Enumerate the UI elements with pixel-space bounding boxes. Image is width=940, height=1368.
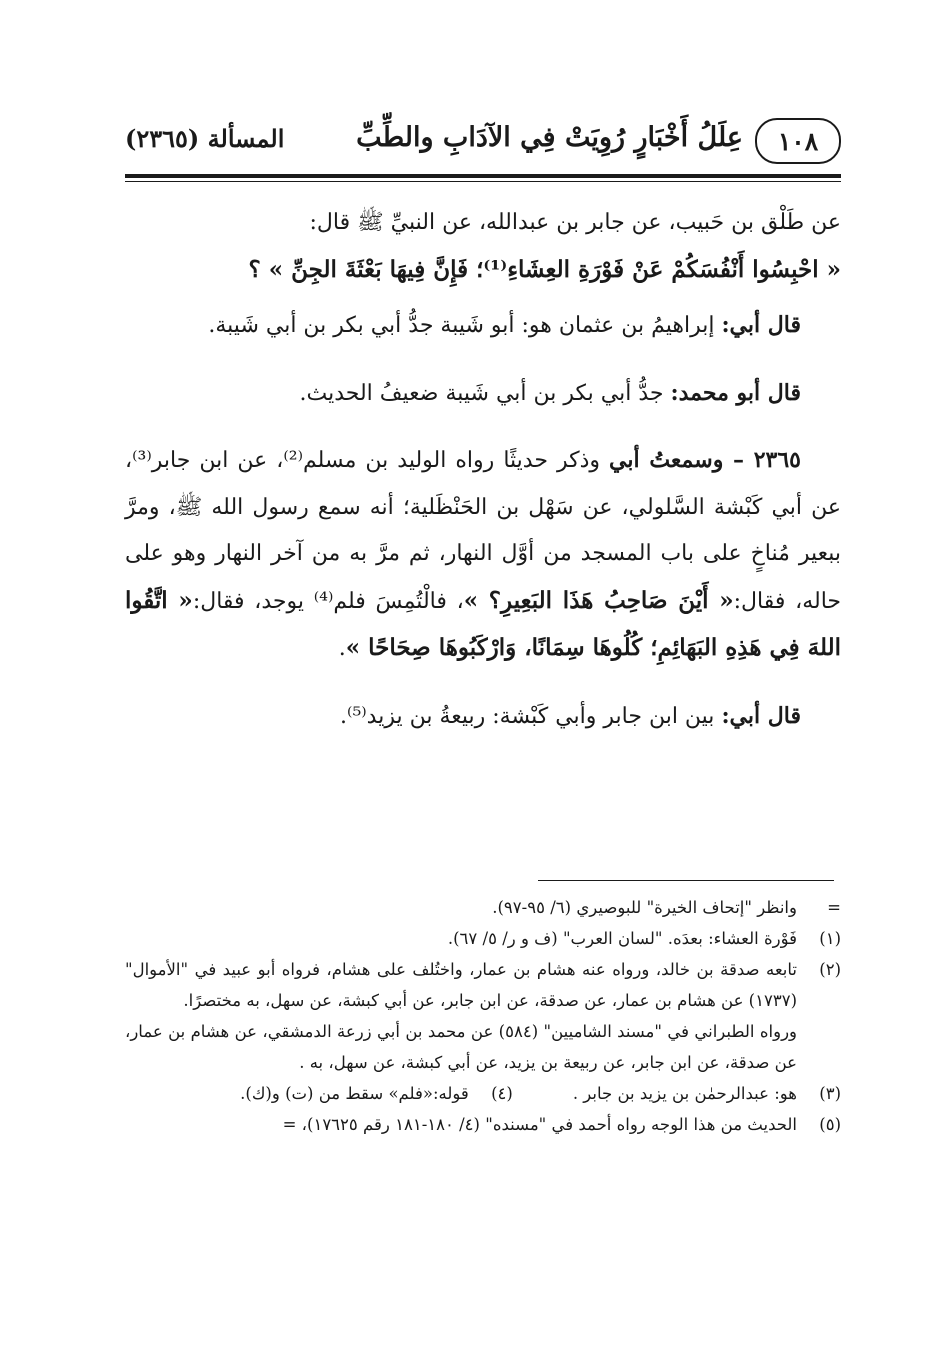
- footnote-4: [240, 1078, 513, 1109]
- footnote-text: فَوْرة العشاء: بعدَه. "لسان العرب" (ف و ر/ ٥/ ٦٧).: [447, 929, 797, 948]
- footnote-2: [125, 954, 841, 1078]
- hadith-text: « اتَّقُوا اللهَ فِي هَذِهِ البَهَائِمِ؛ كُلُوهَا سِمَانًا، وَارْكَبُوهَا صِحَاحًا »: [125, 586, 841, 661]
- running-title: عِلَلُ أَخْبَارٍ رُوِيَتْ فِي الآدَابِ والطِّبِّ: [356, 122, 743, 153]
- speaker-label: قال أبي:: [721, 702, 801, 729]
- footnote-text: ورواه الطبراني في "مسند الشاميين" (٥٨٤) عن محمد بن أبي زرعة الدمشقي، عن هشام بن عمار، عن صدقة، عن ابن جابر، عن ربيعة بن يزيد، عن أبي كبشة، عن سهل، به .: [125, 1022, 798, 1072]
- paragraph-isnad: [125, 200, 841, 294]
- masala-lead: وسمعتُ أبي: [609, 447, 734, 473]
- paragraph-text: جدُّ أبي بكر بن أبي شَيبة ضعيفُ الحديث.: [299, 380, 671, 406]
- main-text: [125, 200, 841, 740]
- masala-entry-number: ٢٣٦٥ –: [733, 447, 801, 473]
- hadith-text: « أَيْنَ صَاحِبُ هَذَا البَعِيرِ؟ »: [463, 586, 734, 614]
- footnote-3: [573, 1078, 841, 1109]
- paragraph-text: ، فالْتُمِسَ فلم⁽⁴⁾ يوجد، فقال:: [192, 588, 464, 614]
- speaker-label: قال أبو محمد:: [670, 379, 801, 406]
- masala-number: المسألة (٢٣٦٥): [125, 124, 285, 153]
- footnote-mark: (٢): [819, 960, 841, 979]
- paragraph-qala-abi-2: [125, 693, 841, 741]
- header-rule-thick: [125, 174, 841, 178]
- hadith-text: « احْبِسُوا أَنْفُسَكُمْ عَنْ فَوْرَةِ العِشَاءِ⁽¹⁾؛ فَإِنَّ فِيهَا بَعْثَةَ الجِنِّ » ؟: [248, 255, 841, 283]
- footnotes: [125, 892, 841, 1140]
- footnote-text: هو: عبدالرحمٰن بن يزيد بن جابر .: [572, 1084, 797, 1103]
- footnote-text: وانظر "إتحاف الخيرة" للبوصيري (٦/ ٩٥-٩٧).: [492, 898, 797, 917]
- footnote-text: تابعه صدقة بن خالد، ورواه عنه هشام بن عمار، واختُلف على هشام، فرواه أبو عبيد في "الأموال" (١٧٣٧) عن هشام بن عمار، عن صدقة، عن ابن جابر، عن أبي كبشة، عن سهل، به مختصرًا.: [125, 960, 797, 1010]
- footnote-row-3-4: [125, 1078, 841, 1109]
- footnote-body: [125, 954, 797, 1078]
- page-header: [125, 114, 841, 166]
- footnote-mark: =: [827, 898, 841, 917]
- paragraph-masala-2365: [125, 437, 841, 673]
- footnote-text: الحديث من هذا الوجه رواه أحمد في "مسنده" (٤/ ١٨٠-١٨١ رقم ١٧٦٢٥)، =: [282, 1115, 797, 1134]
- page-number: ١٠٨: [777, 126, 819, 156]
- paragraph-text: إبراهيمُ بن عثمان هو: أبو شَيبة جدُّ أبي بكر بن أبي شَيبة.: [208, 313, 722, 338]
- paragraph-text: وذكر حديثًا رواه الوليد بن مسلم⁽²⁾، عن ابن جابر⁽³⁾، عن أبي كَبْشة السَّلولي، عن سَهْل بن الحَنْظَلية؛ أنه سمع رسول الله ﷺ، ومرَّ ببعير مُناخٍ على باب المسجد من أوَّل النهار، ثم مرَّ به من آخر النهار وهو على حاله، فقال:: [125, 448, 841, 614]
- paragraph-text: بين ابن جابر وأبي كَبْشة: ربيعةُ بن يزيد⁽⁵⁾.: [340, 703, 722, 729]
- footnote-1: [125, 923, 841, 954]
- speaker-label: قال أبي:: [721, 312, 801, 338]
- footnote-continuation: [125, 892, 841, 923]
- paragraph-qala-abi-1: [125, 302, 841, 350]
- isnad-text: عن طَلْق بن حَبيب، عن جابر بن عبدالله، عن النبيِّ ﷺ قال:: [309, 210, 841, 235]
- footnote-text: قوله:«فلم» سقط من (ت) و(ك).: [240, 1084, 469, 1103]
- footnote-mark: (٥): [819, 1115, 841, 1134]
- footnote-mark: (١): [819, 929, 841, 948]
- footnote-mark: (٤): [491, 1084, 513, 1103]
- footnote-5: [125, 1109, 841, 1140]
- paragraph-qala-abu-muhammad: [125, 370, 841, 418]
- footnote-mark: (٣): [819, 1084, 841, 1103]
- footnote-separator: [538, 880, 834, 881]
- page-number-badge: [755, 118, 841, 164]
- paragraph-end: .: [338, 636, 346, 661]
- header-rule-thin: [125, 181, 841, 182]
